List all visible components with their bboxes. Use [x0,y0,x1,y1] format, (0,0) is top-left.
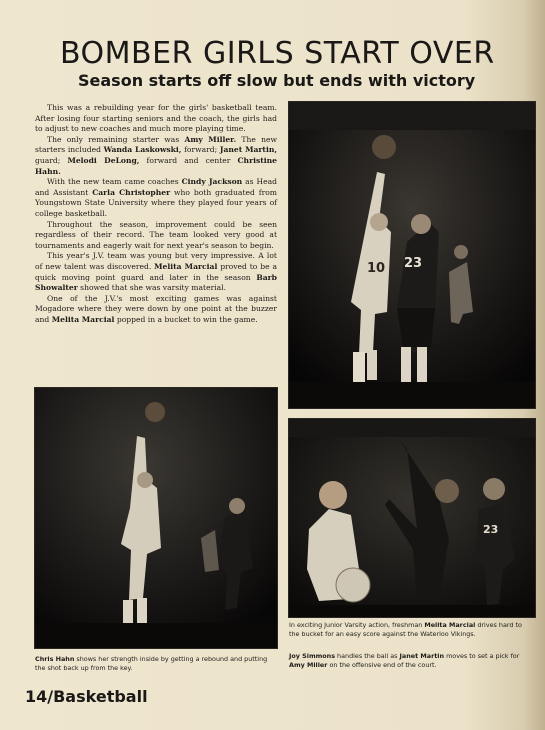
page-folio: 14/Basketball [25,687,148,706]
jersey-number: 10 [367,261,386,276]
caption-name: Amy Miller [289,661,328,669]
jersey-number: 23 [483,523,499,536]
photo-layup-image [289,102,535,408]
article-paragraph [35,294,277,326]
caption-name: Joy Simmons [289,652,336,660]
article-paragraph [35,103,277,135]
article-text: forward; [181,145,220,155]
article-paragraph [35,135,277,177]
basketball-icon [336,568,370,602]
article-text: forward and center [139,155,238,165]
caption-text: drives hard to the bucket for an easy score against the Waterloo Vikings. [289,621,522,638]
player-name: Amy Miller. [184,134,237,144]
photo-ball-handling [288,418,536,618]
photo-ball-handling-image [289,419,535,617]
caption-name: Chris Hahn [35,655,75,663]
article-text: as Head and Assistant [35,177,278,197]
player-name: Janet Martin, [219,145,277,155]
article-text: One of the J.V.'s most exciting games was against Mogadore where they were down by one point at the buzzer and [35,293,277,324]
caption-text: In exciting Junior Varsity action, freshman [289,621,425,629]
caption-name: Janet Martin [399,652,445,660]
article-text: With the new team came coaches [47,177,182,187]
caption-text: handles the ball as [335,652,400,660]
player-name: Wanda Laskowski, [103,145,182,155]
jersey-number: 23 [404,256,423,271]
article-text: This year's J.V. team was young but very impressive. A lot of new talent was discovered. [35,251,277,271]
article-text: popped in a bucket to win the game. [114,314,258,324]
article-text: guard; [35,155,68,165]
article-paragraph [35,251,277,293]
player-name: Melodi DeLong, [67,155,140,165]
coach-name: Cindy Jackson [181,177,243,187]
article-text: showed that she was varsity material. [77,283,227,293]
article-text: This was a rebuilding year for the girls' basketball team. After losing four starting seniors and the coach, the girls had to adjust to new coaches and much more playing time. [35,103,277,134]
player-name: Melita Marcial [51,314,115,324]
page-subhead: Season starts off slow but ends with victory [78,71,476,90]
photo-rebound [34,387,278,649]
article-text: The new starters included [35,134,277,155]
article-text: Throughout the season, improvement could be seen regardless of their record. The team looked very good at tournaments and eagerly wait for next year's season to begin. [35,219,277,250]
coach-name: Carla Christopher [92,187,171,197]
player-name: Melita Marcial [154,261,218,271]
photo-caption [35,655,277,673]
photo-layup [288,101,536,409]
caption-text: moves to set a pick for [444,652,520,660]
article-paragraph [35,220,277,252]
article-paragraph [35,177,277,219]
article-text: The only remaining starter was [47,134,185,144]
article-body [35,103,277,325]
photo-caption [289,652,529,670]
basketball-icon [145,402,165,422]
player-name: Christine Hahn. [35,155,277,176]
photo-rebound-image [35,388,277,648]
photo-caption [289,621,529,639]
caption-text: on the offensive end of the court. [327,661,437,669]
caption-text: shows her strength inside by getting a rebound and putting the shot back up from the key. [35,655,268,672]
article-text: who both graduated from Youngstown State University where they played four years of college basketball. [35,187,277,218]
player-name: Barb Showalter [35,272,277,293]
basketball-icon [372,135,396,159]
caption-name: Melita Marcial [424,621,476,629]
article-text: proved to be a quick moving point guard and later in the season [35,261,277,282]
page-headline: BOMBER GIRLS START OVER [60,36,495,71]
